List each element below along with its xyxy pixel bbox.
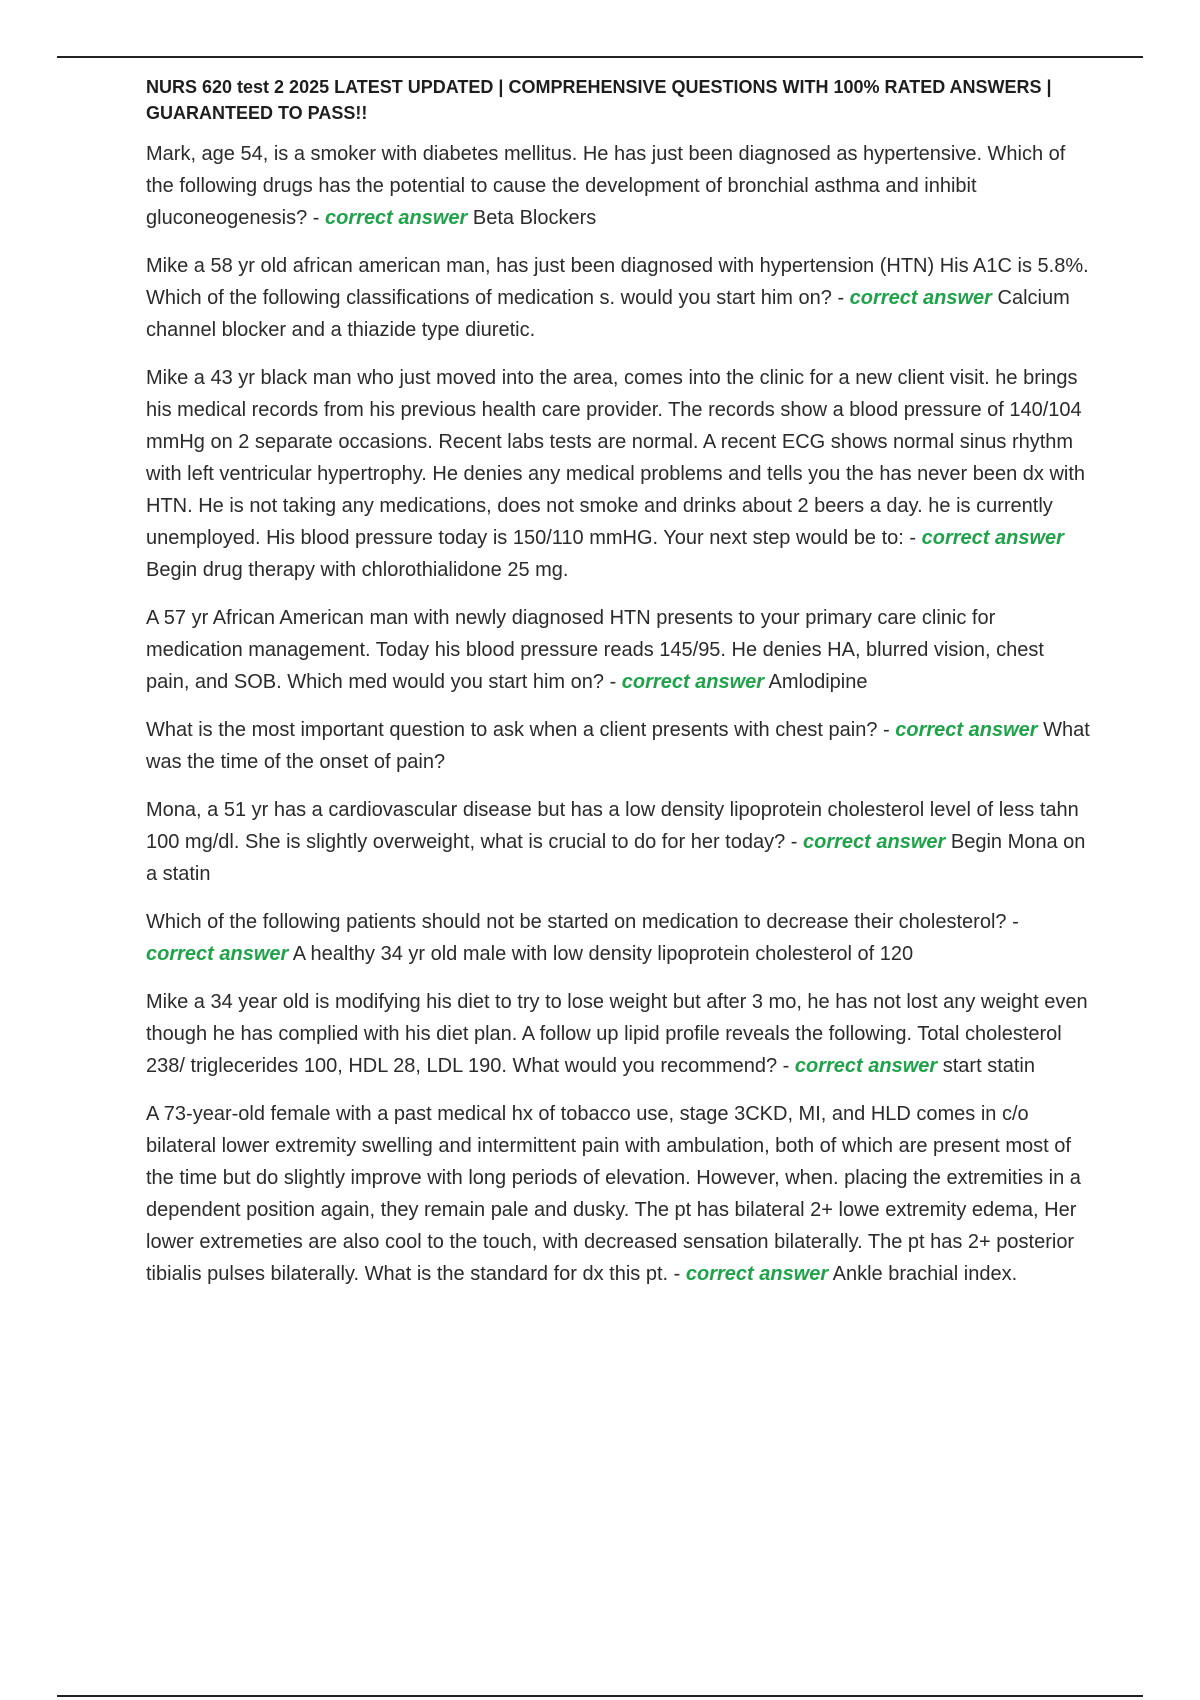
separator: - (877, 719, 896, 741)
correct-answer-tag: correct answer (146, 943, 289, 965)
correct-answer-tag: correct answer (685, 1263, 829, 1285)
correct-answer-tag: correct answer (895, 719, 1038, 741)
document-body (146, 74, 1092, 1306)
question-text: Mike a 58 yr old african american man, has just been diagnosed with hypertension (HTN) His A1C is 5.8%. Which of the following classifications of medication s. would you start him on? (146, 255, 1089, 309)
qa-item (146, 362, 1092, 586)
answer-text: Amlodipine (768, 671, 868, 693)
correct-answer-tag: correct answer (803, 831, 946, 853)
separator: - (831, 287, 850, 309)
qa-item (146, 794, 1092, 890)
correct-answer-tag: correct answer (794, 1055, 938, 1077)
qa-item (146, 602, 1092, 698)
correct-answer-tag: correct answer (325, 207, 468, 229)
top-divider (57, 56, 1143, 58)
correct-answer-tag: correct answer (849, 287, 992, 309)
document-title: NURS 620 test 2 2025 LATEST UPDATED | COMPREHENSIVE QUESTIONS WITH 100% RATED ANSWERS | GUARANTEED TO PASS!! (146, 77, 1052, 123)
separator: - (668, 1263, 686, 1285)
qa-item (146, 986, 1092, 1082)
qa-item (146, 138, 1092, 234)
question-text: A 57 yr African American man with newly diagnosed HTN presents to your primary care clinic for medication management. Today his blood pressure reads 145/95. He denies HA, blurred vision, chest pain, and SOB. Which med would you start him on? (146, 607, 1044, 693)
separator: - (777, 1055, 795, 1077)
question-text: Which of the following patients should not be started on medication to decrease their cholesterol? (146, 911, 1007, 933)
separator: - (903, 527, 922, 549)
answer-text: Ankle brachial index. (832, 1263, 1018, 1285)
qa-item (146, 714, 1092, 778)
qa-item (146, 250, 1092, 346)
question-text: Mike a 34 year old is modifying his diet to try to lose weight but after 3 mo, he has not lost any weight even though he has complied with his diet plan. A follow up lipid profile reveals the following. Total cholesterol 238/ triglecerides 100, HDL 28, LDL 190. What would you recommend? (146, 991, 1088, 1077)
answer-text: start statin (942, 1055, 1035, 1077)
separator: - (604, 671, 622, 693)
answer-text: Beta Blockers (472, 207, 597, 229)
correct-answer-tag: correct answer (621, 671, 765, 693)
correct-answer-tag: correct answer (921, 527, 1064, 549)
qa-item (146, 906, 1092, 970)
separator: - (785, 831, 803, 853)
question-text: Mona, a 51 yr has a cardiovascular disease but has a low density lipoprotein cholesterol level of less tahn 100 mg/dl. She is slightly overweight, what is crucial to do for her today? (146, 799, 1079, 853)
bottom-divider (57, 1695, 1143, 1697)
question-text: Mark, age 54, is a smoker with diabetes mellitus. He has just been diagnosed as hypertensive. Which of the following drugs has the potential to cause the development of bronchial asthma and inhibit gluconeogenesis? (146, 143, 1066, 229)
separator: - (1006, 911, 1019, 933)
qa-item (146, 1098, 1092, 1290)
question-text: Mike a 43 yr black man who just moved into the area, comes into the clinic for a new client visit. he brings his medical records from his previous health care provider. The records show a blood pressure of 140/104 mmHg on 2 separate occasions. Recent labs tests are normal. A recent ECG shows normal sinus rhythm with left ventricular hypertrophy. He denies any medical problems and tells you the has never been dx with HTN. He is not taking any medications, does not smoke and drinks about 2 beers a day. he is currently unemployed. His blood pressure today is 150/110 mmHG. Your next step would be to: (146, 367, 1086, 549)
question-text: A 73-year-old female with a past medical hx of tobacco use, stage 3CKD, MI, and HLD comes in c/o bilateral lower extremity swelling and intermittent pain with ambulation, both of which are present most of the time but do slightly improve with long periods of elevation. However, when. placing the extremities in a dependent position again, they remain pale and dusky. The pt has bilateral 2+ lowe extremity edema, Her lower extremeties are also cool to the touch, with decreased sensation bilaterally. The pt has 2+ posterior tibialis pulses bilaterally. What is the standard for dx this pt. (146, 1103, 1081, 1285)
answer-text: A healthy 34 yr old male with low density lipoprotein cholesterol of 120 (292, 943, 914, 965)
question-text: What is the most important question to ask when a client presents with chest pain? (146, 719, 878, 741)
answer-text: Begin Mona on a statin (146, 831, 1086, 885)
answer-text: Begin drug therapy with chlorothialidone 25 mg. (146, 559, 569, 581)
answer-text: What was the time of the onset of pain? (146, 719, 1090, 773)
answer-text: Calcium channel blocker and a thiazide type diuretic. (146, 287, 1070, 341)
separator: - (307, 207, 326, 229)
